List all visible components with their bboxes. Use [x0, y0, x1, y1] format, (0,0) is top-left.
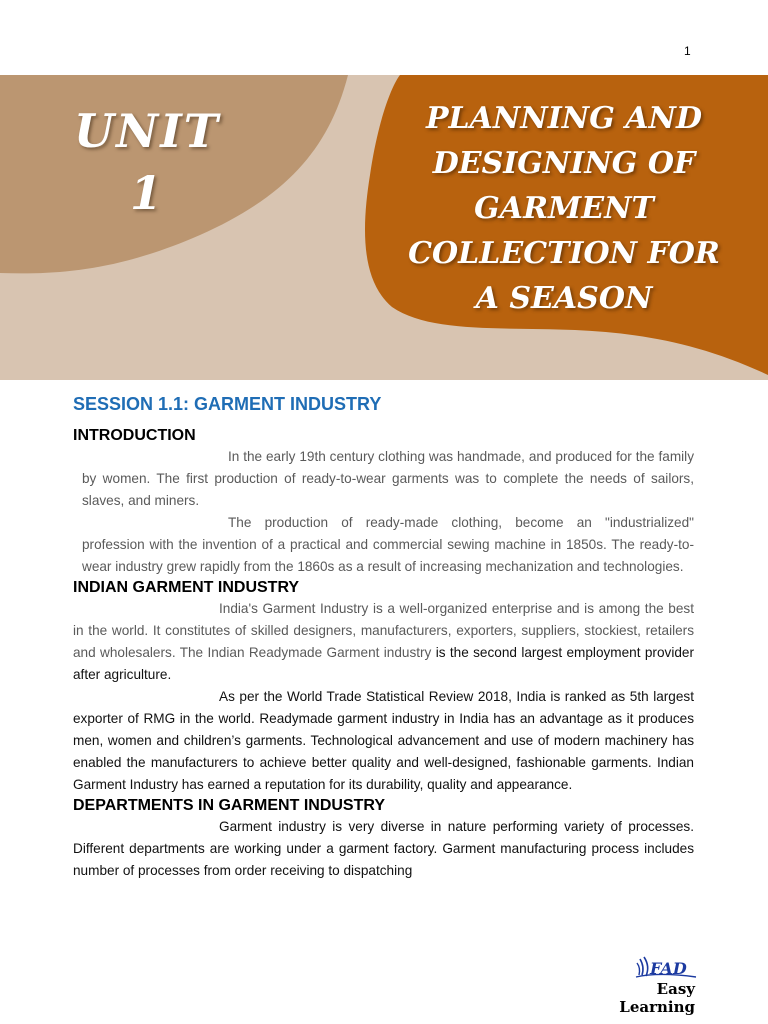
unit-label: UNIT: [74, 104, 220, 158]
chapter-title-line: PLANNING AND: [425, 101, 702, 136]
introduction-paragraph: The production of ready-made clothing, become an "industrialized" profession with the invention of a practical and commercial sewing machine in 1850s. The ready-to-wear industry grew rapidly from the 1860s as a result of increasing mechanization and technologies.: [82, 515, 694, 574]
indian-garment-text-grey: India's Garment Industry is a well-organized enterprise and is among the best in the world. It constitutes of skilled designers, manufacturers, exporters, suppliers, stockiest, retailers and wholesalers. The Indian Readymade Garment industry: [73, 601, 694, 660]
rmg-export-paragraph: As per the World Trade Statistical Review 2018, India is ranked as 5th largest exporter of RMG in the world. Readymade garment industry in India has an advantage as it produces men, women and children’s garments. Technological advancement and use of modern machinery has enabled the manufacturers to achieve better quality and well-designed, fashionable garments. Indian Garment Industry has earned a reputation for its durability, quality and appearance.: [73, 689, 694, 792]
footer-tagline: Easy Learning: [619, 980, 695, 1016]
session-title: SESSION 1.1: GARMENT INDUSTRY: [73, 394, 382, 414]
departments-heading: DEPARTMENTS IN GARMENT INDUSTRY: [73, 797, 385, 814]
fad-logo-icon: [634, 955, 698, 981]
indian-garment-paragraph: [73, 598, 694, 686]
chapter-title: [378, 96, 750, 321]
page-content: [73, 392, 694, 882]
chapter-title-line: A SEASON: [475, 281, 653, 316]
chapter-title-line: COLLECTION FOR: [408, 236, 720, 271]
chapter-title-line: DESIGNING OF: [432, 146, 696, 181]
fad-logo: [634, 955, 698, 981]
indian-garment-text-black: is the second largest employment provider after agriculture.: [73, 645, 694, 682]
unit-number: 1: [129, 166, 164, 220]
page-number: 1: [684, 44, 691, 58]
indian-garment-heading: INDIAN GARMENT INDUSTRY: [73, 579, 300, 596]
fad-logo-text: FAD: [650, 959, 687, 978]
introduction-heading: INTRODUCTION: [73, 427, 196, 444]
unit-title: [52, 100, 242, 224]
introduction-paragraph: In the early 19th century clothing was handmade, and produced for the family by women. The first production of ready-to-wear garments was to complete the needs of sailors, slaves, and miners.: [82, 449, 694, 508]
chapter-title-line: GARMENT: [474, 191, 654, 226]
departments-paragraph: Garment industry is very diverse in nature performing variety of processes. Different departments are working under a garment factory. Garment manufacturing process includes number of processes from order receiving to dispatching: [73, 819, 694, 878]
